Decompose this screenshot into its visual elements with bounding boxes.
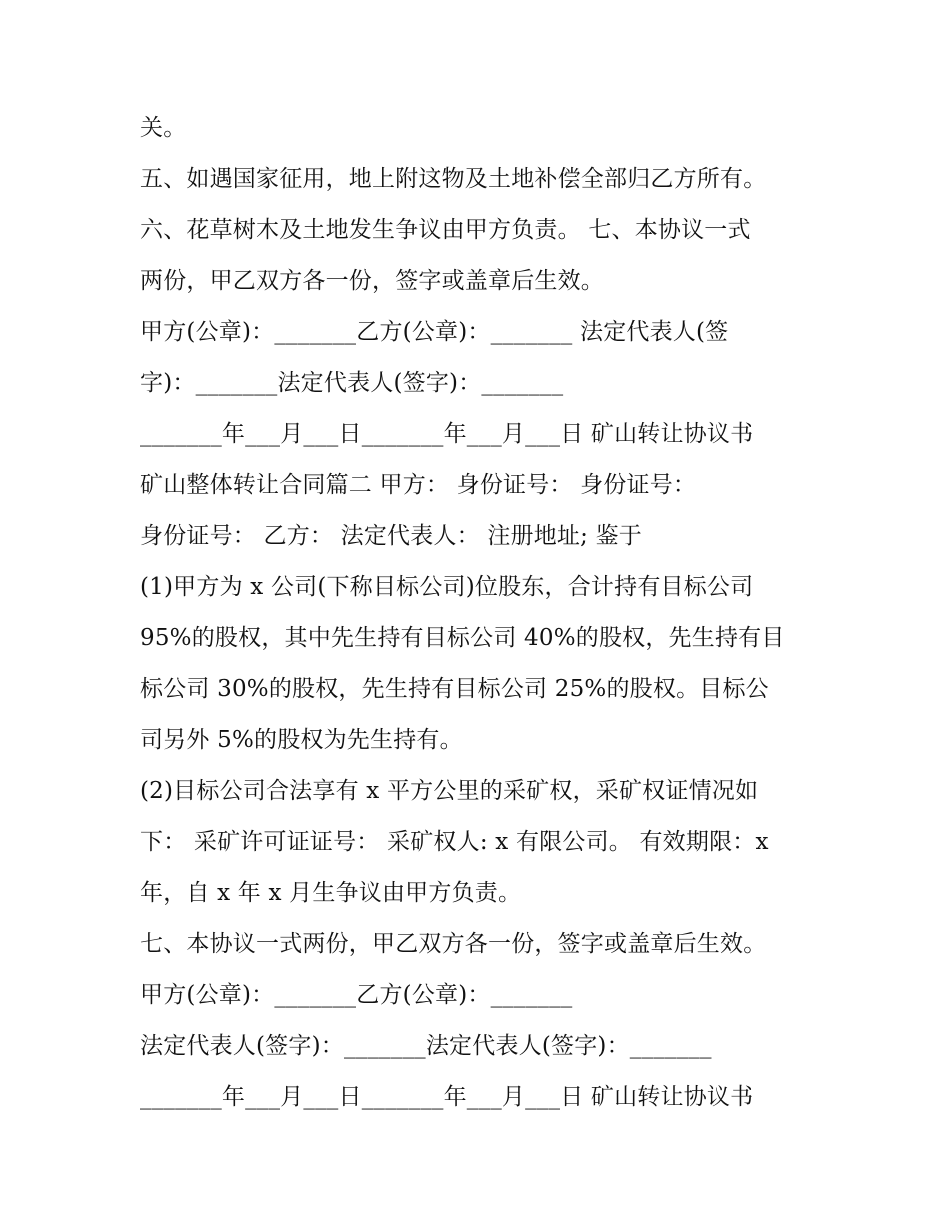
text-line: 矿山整体转让合同篇二 甲方： 身份证号： 身份证号： [140,472,697,498]
text-line: 七、本协议一式两份，甲乙双方各一份，签字或盖章后生效。 [140,931,767,957]
text-line: _______年___月___日_______年___月___日 矿山转让协议书 [140,421,754,447]
text-line: 司另外 5%的股权为先生持有。 [140,727,463,753]
text-line: 关。 [140,115,187,141]
text-line: 两份，甲乙双方各一份，签字或盖章后生效。 [140,268,604,294]
text-line: (2)目标公司合法享有 x 平方公里的采矿权，采矿权证情况如 [140,778,759,804]
text-line: _______年___月___日_______年___月___日 矿山转让协议书 [140,1084,754,1110]
text-line: 95%的股权，其中先生持有目标公司 40%的股权，先生持有目 [140,625,785,651]
text-line: 字)：_______法定代表人(签字)：_______ [140,370,564,396]
text-line: 甲方(公章)：_______乙方(公章)：_______ [140,982,573,1008]
text-line: 身份证号： 乙方： 法定代表人： 注册地址; 鉴于 [140,523,642,549]
text-line: 甲方(公章)：_______乙方(公章)：_______ 法定代表人(签 [140,319,729,345]
text-line: 年，自 x 年 x 月生争议由甲方负责。 [140,880,522,906]
text-line: 标公司 30%的股权，先生持有目标公司 25%的股权。目标公 [140,676,769,702]
text-line: (1)甲方为 x 公司(下称目标公司)位股东，合计持有目标公司 [140,574,754,600]
text-line: 法定代表人(签字)：_______法定代表人(签字)：_______ [140,1033,712,1059]
text-line: 五、如遇国家征用，地上附这物及土地补偿全部归乙方所有。 [140,166,767,192]
text-line: 下： 采矿许可证证号： 采矿权人: x 有限公司。 有效期限：x [140,829,769,855]
text-line: 六、花草树木及土地发生争议由甲方负责。 七、本协议一式 [140,217,751,243]
